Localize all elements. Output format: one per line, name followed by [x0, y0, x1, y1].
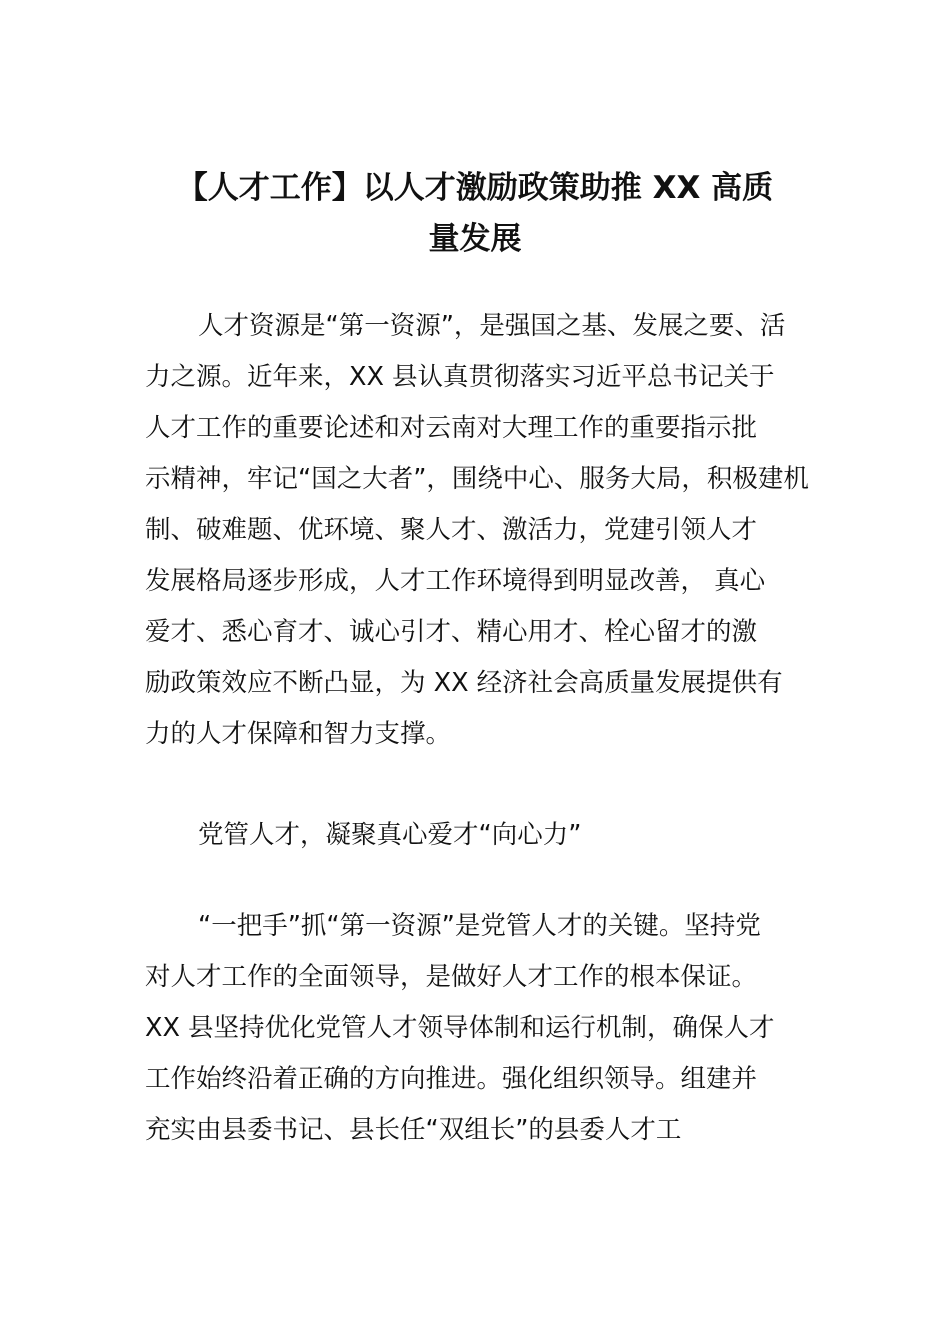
title-line-2: 量发展	[428, 221, 522, 257]
document-title	[120, 163, 830, 265]
paragraph-1-line-1: 人才资源是“第一资源”，是强国之基、发展之要、活	[198, 311, 786, 341]
paragraph-2-line-5: 充实由县委书记、县长任“双组长”的县委人才工	[145, 1115, 682, 1145]
paragraph-2-line-4: 工作始终沿着正确的方向推进。强化组织领导。组建并	[145, 1064, 758, 1094]
paragraph-1-line-5: 制、破难题、优环境、聚人才、激活力，党建引领人才	[145, 515, 758, 545]
paragraph-1-line-7: 爱才、悉心育才、诚心引才、精心用才、栓心留才的激	[145, 617, 758, 647]
paragraph-1-line-9: 力的人才保障和智力支撑。	[145, 719, 452, 749]
paragraph-1-line-2: 力之源。近年来，XX 县认真贯彻落实习近平总书记关于	[145, 362, 775, 392]
paragraph-1-line-4: 示精神，牢记“国之大者”，围绕中心、服务大局，积极建机	[145, 464, 809, 494]
paragraph-2-line-2: 对人才工作的全面领导，是做好人才工作的根本保证。	[145, 962, 758, 992]
paragraph-1-line-3: 人才工作的重要论述和对云南对大理工作的重要指示批	[145, 413, 758, 443]
paragraph-1-line-8: 励政策效应不断凸显，为 XX 经济社会高质量发展提供有	[145, 668, 783, 698]
paragraph-2-line-1: “一把手”抓“第一资源”是党管人才的关键。坚持党	[198, 911, 761, 941]
paragraph-1-line-6: 发展格局逐步形成，人才工作环境得到明显改善， 真心	[145, 566, 766, 596]
paragraph-2-line-3: XX 县坚持优化党管人才领导体制和运行机制，确保人才	[145, 1013, 775, 1043]
title-line-1: 【人才工作】以人才激励政策助推 XX 高质	[176, 170, 774, 206]
section-heading: 党管人才，凝聚真心爱才“向心力”	[198, 820, 582, 850]
